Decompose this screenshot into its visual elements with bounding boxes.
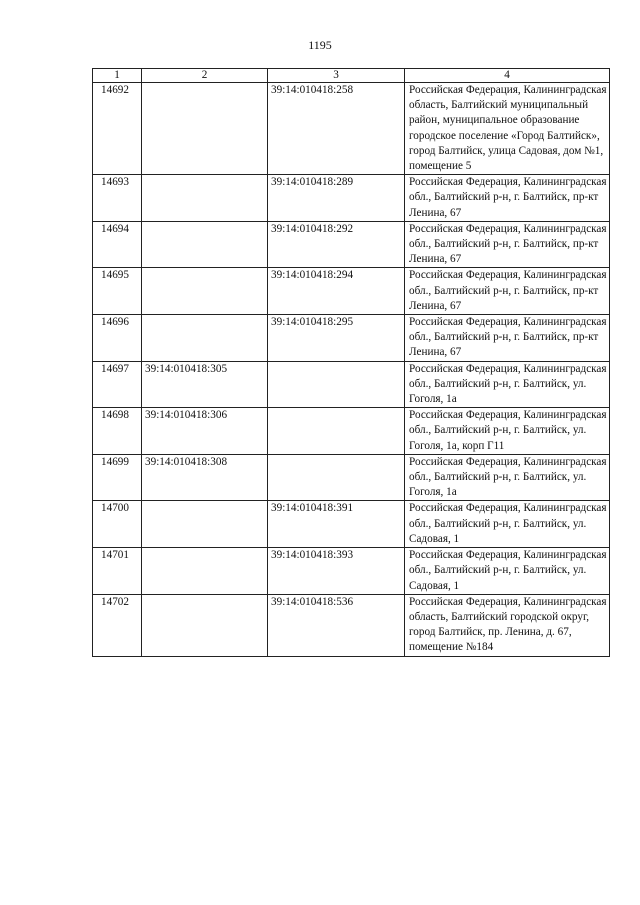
header-row [93,69,610,83]
table-row [93,83,610,175]
address: Российская Федерация, Калининградская область, Балтийский муниципальный район, муниципальное образование городское поселение «Город Балтийск», город Балтийск, улица Садовая, дом №1, помещение 5 [405,83,610,175]
cadastral-number-col2 [142,83,268,175]
row-number: 14697 [93,361,142,408]
cadastral-number-col2 [142,594,268,656]
address: Российская Федерация, Калининградская обл., Балтийский р-н, г. Балтийск, ул. Гоголя, 1а [405,454,610,501]
column-header-1: 1 [93,69,142,83]
cadastral-number-col3 [268,361,405,408]
cadastral-number-col3: 39:14:010418:536 [268,594,405,656]
row-number: 14702 [93,594,142,656]
address: Российская Федерация, Калининградская обл., Балтийский р-н, г. Балтийск, пр-кт Ленина, 67 [405,315,610,362]
row-number: 14698 [93,408,142,455]
cadastral-number-col2: 39:14:010418:305 [142,361,268,408]
address: Российская Федерация, Калининградская область, Балтийский городской округ, город Балтийск, пр. Ленина, д. 67, помещение №184 [405,594,610,656]
cadastral-number-col2 [142,175,268,222]
table-row [93,221,610,268]
table-row [93,594,610,656]
row-number: 14695 [93,268,142,315]
cadastral-number-col3: 39:14:010418:295 [268,315,405,362]
address: Российская Федерация, Калининградская обл., Балтийский р-н, г. Балтийск, ул. Гоголя, 1а, корп Г11 [405,408,610,455]
table-row [93,315,610,362]
cadastral-number-col2 [142,268,268,315]
row-number: 14694 [93,221,142,268]
table-row [93,408,610,455]
address: Российская Федерация, Калининградская обл., Балтийский р-н, г. Балтийск, ул. Садовая, 1 [405,501,610,548]
registry-table [92,68,610,657]
page-number: 1195 [308,38,332,52]
cadastral-number-col3: 39:14:010418:289 [268,175,405,222]
table-row [93,361,610,408]
cadastral-number-col2 [142,315,268,362]
cadastral-number-col3 [268,454,405,501]
row-number: 14692 [93,83,142,175]
table-row [93,501,610,548]
row-number: 14700 [93,501,142,548]
row-number: 14693 [93,175,142,222]
address: Российская Федерация, Калининградская обл., Балтийский р-н, г. Балтийск, пр-кт Ленина, 67 [405,221,610,268]
cadastral-number-col2 [142,548,268,595]
row-number: 14701 [93,548,142,595]
column-header-4: 4 [405,69,610,83]
column-header-3: 3 [268,69,405,83]
cadastral-number-col2: 39:14:010418:306 [142,408,268,455]
address: Российская Федерация, Калининградская обл., Балтийский р-н, г. Балтийск, ул. Садовая, 1 [405,548,610,595]
row-number: 14696 [93,315,142,362]
cadastral-number-col3: 39:14:010418:391 [268,501,405,548]
address: Российская Федерация, Калининградская обл., Балтийский р-н, г. Балтийск, ул. Гоголя, 1а [405,361,610,408]
cadastral-number-col2 [142,221,268,268]
column-header-2: 2 [142,69,268,83]
cadastral-number-col2: 39:14:010418:308 [142,454,268,501]
table-row [93,454,610,501]
cadastral-number-col3: 39:14:010418:393 [268,548,405,595]
cadastral-number-col3: 39:14:010418:292 [268,221,405,268]
address: Российская Федерация, Калининградская обл., Балтийский р-н, г. Балтийск, пр-кт Ленина, 67 [405,175,610,222]
cadastral-number-col3: 39:14:010418:258 [268,83,405,175]
table-row [93,175,610,222]
cadastral-number-col3 [268,408,405,455]
cadastral-number-col3: 39:14:010418:294 [268,268,405,315]
address: Российская Федерация, Калининградская обл., Балтийский р-н, г. Балтийск, пр-кт Ленина, 67 [405,268,610,315]
cadastral-number-col2 [142,501,268,548]
table-row [93,548,610,595]
table-row [93,268,610,315]
row-number: 14699 [93,454,142,501]
